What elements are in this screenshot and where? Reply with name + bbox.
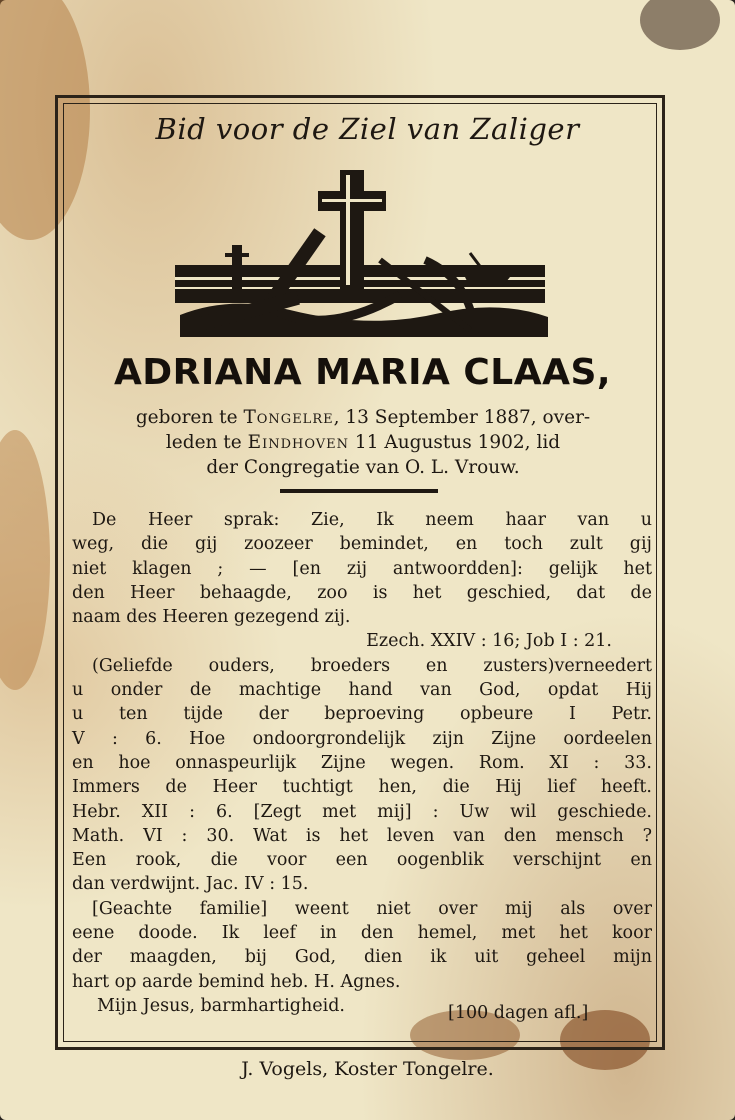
death-text-2b: 11 Augustus 1902, lid [349, 432, 561, 453]
text-line: en hoe onnaspeurlijk Zijne wegen. Rom. XI : 33. [72, 752, 652, 773]
text-line: De Heer sprak: Zie, Ik neem haar van u [92, 510, 652, 530]
prayer-heading: Bid voor de Ziel van Zaliger [155, 112, 580, 146]
stain-left [0, 430, 50, 690]
divider-rule [280, 489, 438, 493]
birth-text-1b: , 13 September 1887, over- [333, 407, 591, 428]
text-line: der maagden, bij God, dien ik uit geheel mijn [72, 947, 652, 968]
text-line: [Geachte familie] weent niet over mij als over [92, 898, 652, 919]
text-line: Immers de Heer tuchtigt hen, die Hij lief heeft. [72, 777, 652, 798]
text-line: eene doode. Ik leef in den hemel, met het koor [72, 923, 652, 944]
birth-death-details [68, 405, 658, 480]
cross-anchor-emblem [170, 165, 555, 345]
text-line: den Heer behaagde, zoo is het geschied, dat de [72, 582, 652, 603]
stain-top-right [640, 0, 720, 50]
birth-text-1a: geboren te [135, 407, 244, 428]
death-text-2a: leden te [165, 432, 248, 453]
scripture-text [72, 508, 652, 1018]
printer-footer: J. Vogels, Koster Tongelre. [241, 1058, 494, 1080]
birth-place: Tongelre [243, 407, 334, 428]
text-line: Hebr. XII : 6. [Zegt met mij] : Uw wil geschiede. [72, 801, 652, 822]
text-line: dan verdwijnt. Jac. IV : 15. [72, 874, 309, 895]
text-line: naam des Heeren gezegend zij. [72, 607, 351, 628]
text-line: Ezech. XXIV : 16; Job I : 21. [366, 631, 612, 652]
text-line: Mijn Jesus, barmhartigheid. [97, 995, 345, 1016]
text-line: Math. VI : 30. Wat is het leven van den mensch ? [72, 825, 652, 846]
text-line: niet klagen ; — [en zij antwoordden]: gelijk het [72, 558, 652, 579]
text-line: (Geliefde ouders, broeders en zusters)verneedert [92, 655, 652, 676]
indulgence-note: [100 dagen afl.] [448, 1003, 589, 1023]
text-line: V : 6. Hoe ondoorgrondelijk zijn Zijne oordeelen [72, 728, 652, 749]
text-line: Een rook, die voor een oogenblik verschijnt en [72, 850, 652, 871]
death-place: Eindhoven [247, 432, 350, 453]
congregation-text: der Congregatie van O. L. Vrouw. [206, 457, 520, 478]
text-line: hart op aarde bemind heb. H. Agnes. [72, 971, 401, 992]
text-line: u ten tijde der beproeving opbeure I Petr. [72, 704, 652, 725]
text-line: u onder de machtige hand van God, opdat Hij [72, 680, 652, 701]
text-line: weg, die gij zoozeer bemindet, en toch zult gij [72, 534, 652, 555]
deceased-name: ADRIANA MARIA CLAAS, [113, 352, 612, 393]
